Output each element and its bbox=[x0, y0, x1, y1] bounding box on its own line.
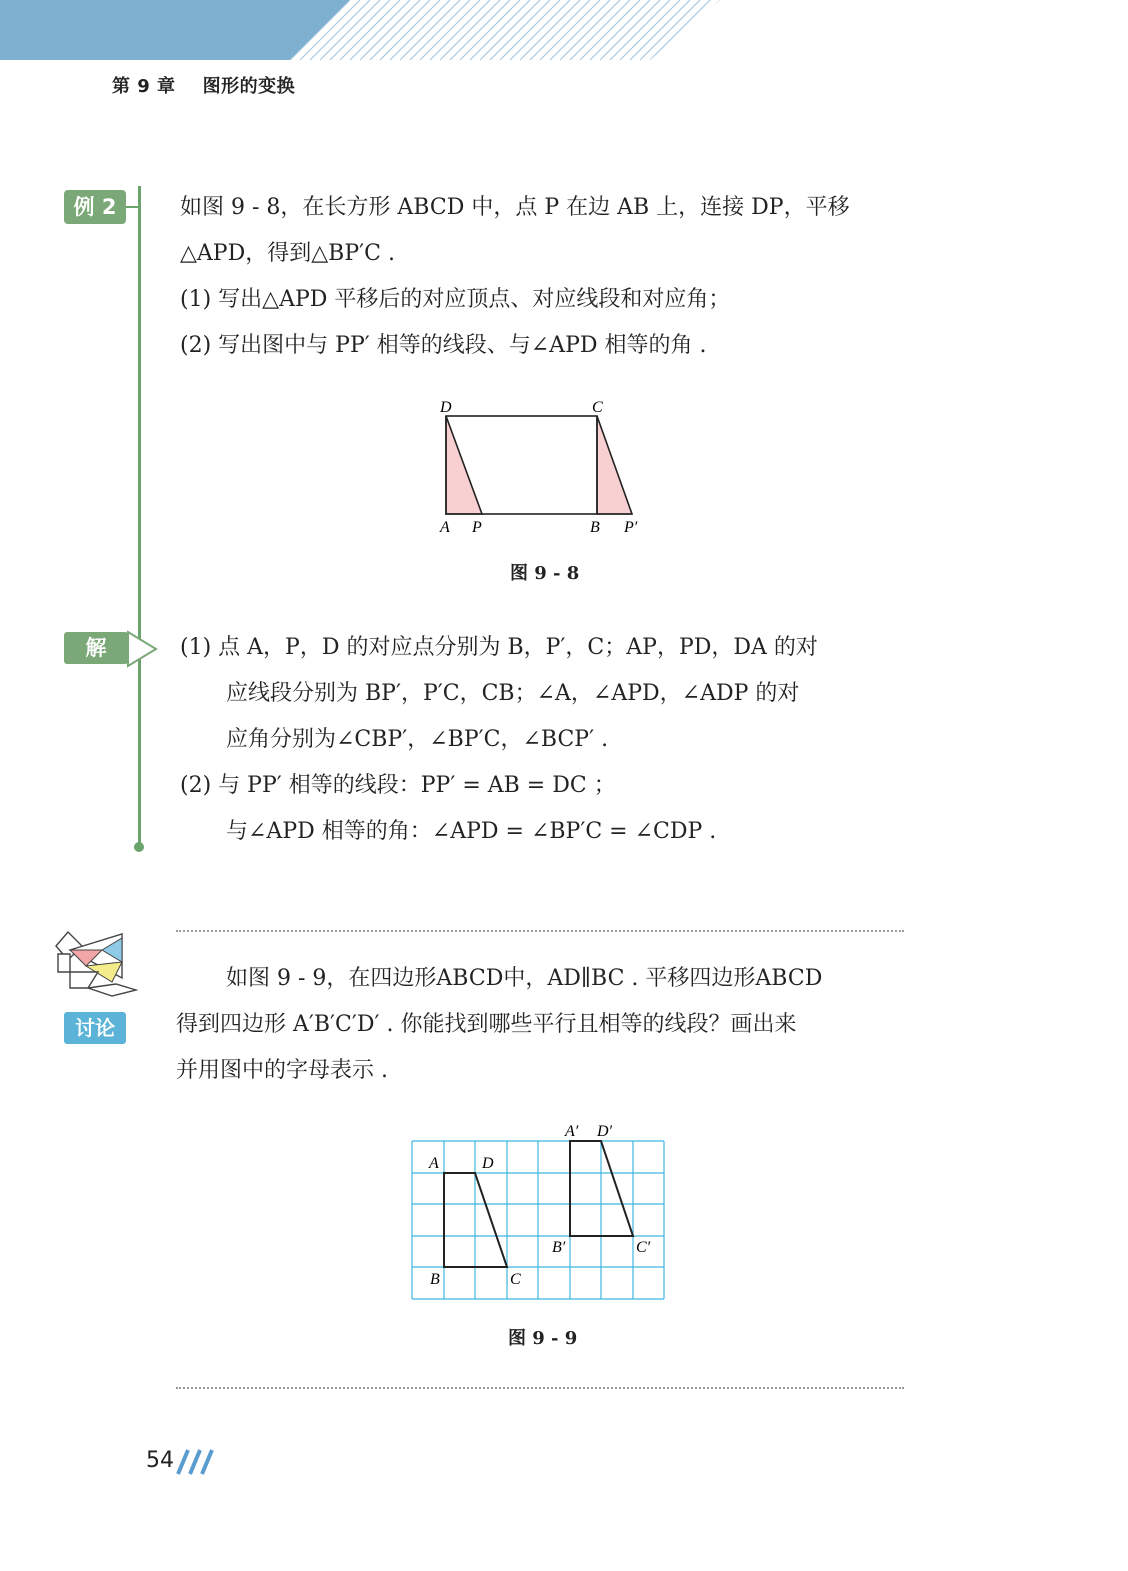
grid-lines bbox=[412, 1141, 664, 1299]
example-text-line: (2) 写出图中与 PP′ 相等的线段、与∠APD 相等的角 . bbox=[180, 333, 707, 358]
discussion-bottom-divider bbox=[176, 1387, 904, 1389]
discussion-text-line: 得到四边形 A′B′C′D′ . 你能找到哪些平行且相等的线段？画出来 bbox=[176, 1012, 797, 1037]
figure-9-9-grid-diagram bbox=[400, 1118, 680, 1308]
example-text-line: (1) 写出△APD 平移后的对应顶点、对应线段和对应角； bbox=[180, 287, 731, 312]
triangle-bpc bbox=[597, 416, 632, 514]
label-c-prime: C′ bbox=[636, 1239, 651, 1256]
label-d: D bbox=[482, 1155, 494, 1172]
figure-9-9-caption: 图 9 - 9 bbox=[508, 1328, 578, 1349]
example-text-line: 如图 9 - 8，在长方形 ABCD 中，点 P 在边 AB 上，连接 DP，平移 bbox=[180, 195, 850, 220]
example-text-line: △APD，得到△BP′C . bbox=[180, 241, 395, 266]
example-rule-end-dot bbox=[134, 842, 144, 852]
solution-text-line: 应线段分别为 BP′，P′C，CB；∠A，∠APD，∠ADP 的对 bbox=[226, 681, 800, 706]
label-b: B bbox=[590, 519, 600, 536]
label-p-prime: P′ bbox=[624, 519, 638, 536]
solution-text-line: (2) 与 PP′ 相等的线段：PP′ = AB = DC ； bbox=[180, 773, 616, 798]
page-number-slashes-decoration bbox=[174, 1446, 216, 1476]
example-badge-connector bbox=[126, 206, 140, 208]
example-badge: 例 2 bbox=[64, 190, 126, 224]
label-a: A bbox=[429, 1155, 439, 1172]
label-b-prime: B′ bbox=[552, 1239, 566, 1256]
header-band bbox=[0, 0, 1128, 70]
solution-arrow-icon bbox=[126, 630, 160, 668]
solution-text-line: 与∠APD 相等的角：∠APD = ∠BP′C = ∠CDP . bbox=[226, 819, 717, 844]
label-d-prime: D′ bbox=[597, 1123, 613, 1140]
solution-text-line: (1) 点 A，P，D 的对应点分别为 B，P′，C；AP，PD，DA 的对 bbox=[180, 635, 818, 660]
triangle-apd bbox=[446, 416, 482, 514]
label-p: P bbox=[472, 519, 482, 536]
solution-text-line: 应角分别为∠CBP′，∠BP′C，∠BCP′ . bbox=[226, 727, 609, 752]
label-a: A bbox=[440, 519, 450, 536]
discussion-top-divider bbox=[176, 930, 904, 932]
label-c: C bbox=[592, 399, 603, 416]
figure-9-8-rectangle-diagram bbox=[420, 390, 660, 550]
solution-badge: 解 bbox=[64, 632, 128, 664]
label-b: B bbox=[430, 1271, 440, 1288]
discussion-badge: 讨论 bbox=[64, 1012, 126, 1044]
page-number: 54 bbox=[146, 1448, 174, 1473]
label-a-prime: A′ bbox=[565, 1123, 579, 1140]
figure-9-8-caption: 图 9 - 8 bbox=[510, 563, 580, 584]
discussion-text-line: 并用图中的字母表示 . bbox=[176, 1058, 388, 1083]
label-d: D bbox=[440, 399, 452, 416]
chapter-title: 第 9 章 图形的变换 bbox=[112, 76, 296, 97]
discussion-tangram-icon bbox=[52, 928, 138, 1002]
label-c: C bbox=[510, 1271, 521, 1288]
example-vertical-rule bbox=[138, 186, 141, 848]
discussion-text-line: 如图 9 - 9，在四边形ABCD中，AD∥BC . 平移四边形ABCD bbox=[226, 966, 823, 991]
